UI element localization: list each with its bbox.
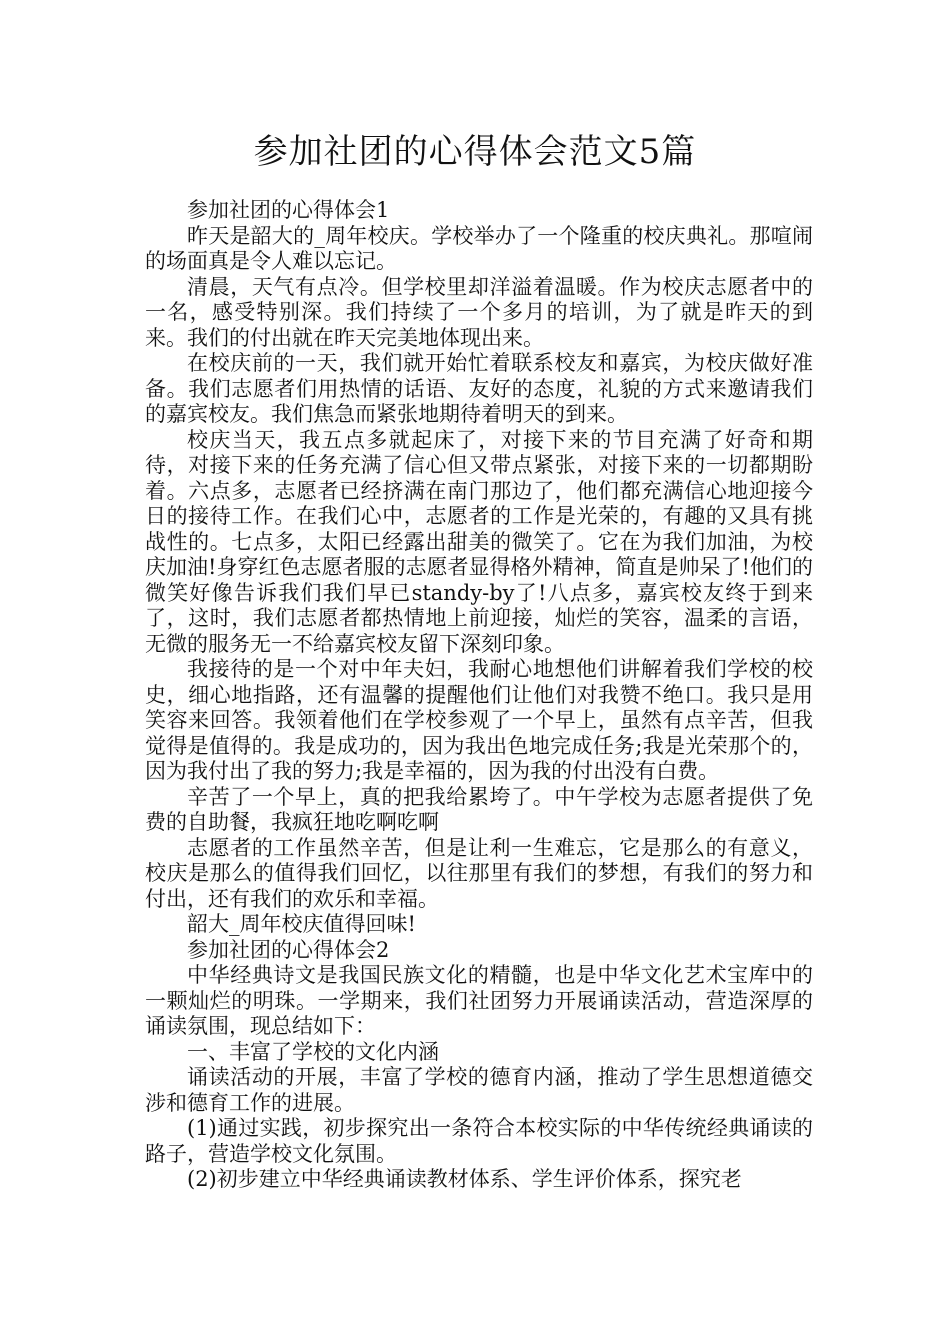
paragraph: (1)通过实践，初步探究出一条符合本校实际的中华传统经典诵读的路子，营造学校文化氛围。: [145, 1116, 813, 1166]
paragraph: 昨天是韶大的_周年校庆。学校举办了一个隆重的校庆典礼。那喧闹的场面真是令人难以忘记。: [145, 223, 813, 273]
document-body: [145, 198, 813, 1193]
paragraph: 辛苦了一个早上，真的把我给累垮了。中午学校为志愿者提供了免费的自助餐，我疯狂地吃啊吃啊: [145, 784, 813, 834]
page-title: 参加社团的心得体会范文5篇: [253, 132, 697, 172]
paragraph: 韶大_周年校庆值得回味!: [187, 912, 416, 936]
paragraph: 中华经典诗文是我国民族文化的精髓，也是中华文化艺术宝库中的一颗灿烂的明珠。一学期来，我们社团努力开展诵读活动，营造深厚的诵读氛围，现总结如下：: [145, 963, 813, 1038]
paragraph: (2)初步建立中华经典诵读教材体系、学生评价体系，探究老: [187, 1167, 742, 1191]
paragraph: 校庆当天，我五点多就起床了，对接下来的节目充满了好奇和期待，对接下来的任务充满了信心但又带点紧张，对接下来的一切都期盼着。六点多，志愿者已经挤满在南门那边了，他们都充满信心地迎接今日的接待工作。在我们心中，志愿者的工作是光荣的，有趣的又具有挑战性的。七点多，太阳已经露出甜美的微笑了。它在为我们加油，为校庆加油!身穿红色志愿者服的志愿者显得格外精神，简直是帅呆了!他们的微笑好像告诉我们我们早已standy-by了!八点多，嘉宾校友终于到来了，这时，我们志愿者都热情地上前迎接，灿烂的笑容，温柔的言语，无微的服务无一不给嘉宾校友留下深刻印象。: [145, 427, 813, 656]
paragraph: 在校庆前的一天，我们就开始忙着联系校友和嘉宾，为校庆做好准备。我们志愿者们用热情的话语、友好的态度，礼貌的方式来邀请我们的嘉宾校友。我们焦急而紧张地期待着明天的到来。: [145, 351, 813, 426]
paragraph: 清晨，天气有点冷。但学校里却洋溢着温暖。作为校庆志愿者中的一名，感受特别深。我们持续了一个多月的培训，为了就是昨天的到来。我们的付出就在昨天完美地体现出来。: [145, 274, 813, 350]
section-heading-1: 参加社团的心得体会1: [187, 198, 390, 222]
subheading: 一、丰富了学校的文化内涵: [187, 1039, 439, 1064]
paragraph: 志愿者的工作虽然辛苦，但是让利一生难忘，它是那么的有意义，校庆是那么的值得我们回忆，以往那里有我们的梦想，有我们的努力和付出，还有我们的欢乐和幸福。: [145, 835, 813, 911]
paragraph: 我接待的是一个对中年夫妇，我耐心地想他们讲解着我们学校的校史，细心地指路，还有温馨的提醒他们让他们对我赞不绝口。我只是用笑容来回答。我领着他们在学校参观了一个早上，虽然有点辛苦，但我觉得是值得的。我是成功的，因为我出色地完成任务;我是光荣那个的，因为我付出了我的努力;我是幸福的，因为我的付出没有白费。: [145, 657, 813, 783]
section-heading-2: 参加社团的心得体会2: [187, 937, 390, 962]
paragraph: 诵读活动的开展，丰富了学校的德育内涵，推动了学生思想道德交涉和德育工作的进展。: [145, 1065, 813, 1115]
